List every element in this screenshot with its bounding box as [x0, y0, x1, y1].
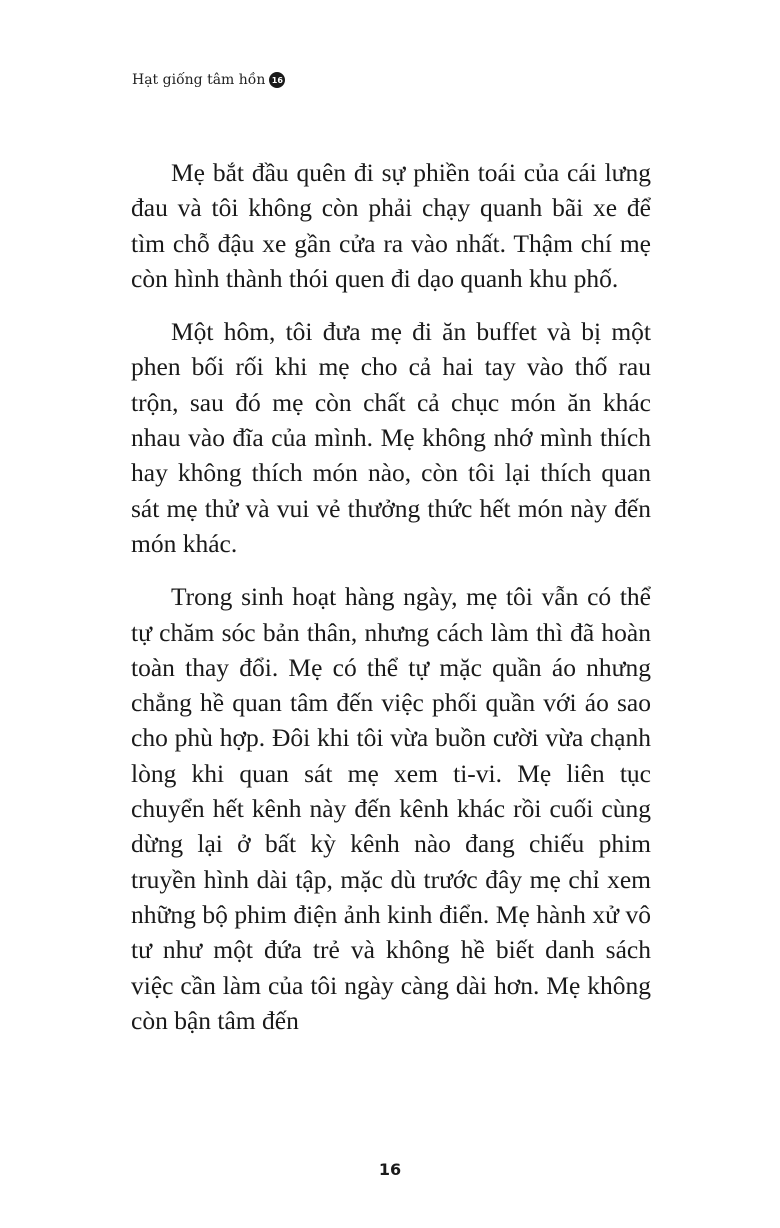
- body-text: [131, 155, 651, 1056]
- paragraph: Một hôm, tôi đưa mẹ đi ăn buffet và bị một phen bối rối khi mẹ cho cả hai tay vào thố rau trộn, sau đó mẹ còn chất cả chục món ăn khác nhau vào đĩa của mình. Mẹ không nhớ mình thích hay không thích món nào, còn tôi lại thích quan sát mẹ thử và vui vẻ thưởng thức hết món này đến món khác.: [131, 317, 651, 558]
- paragraph: Trong sinh hoạt hàng ngày, mẹ tôi vẫn có thể tự chăm sóc bản thân, nhưng cách làm thì đã hoàn toàn thay đổi. Mẹ có thể tự mặc quần áo nhưng chẳng hề quan tâm đến việc phối quần với áo sao cho phù hợp. Đôi khi tôi vừa buồn cười vừa chạnh lòng khi quan sát mẹ xem ti-vi. Mẹ liên tục chuyển hết kênh này đến kênh khác rồi cuối cùng dừng lại ở bất kỳ kênh nào đang chiếu phim truyền hình dài tập, mặc dù trước đây mẹ chỉ xem những bộ phim điện ảnh kinh điển. Mẹ hành xử vô tư như một đứa trẻ và không hề biết danh sách việc cần làm của tôi ngày càng dài hơn. Mẹ không còn bận tâm đến: [131, 582, 651, 1035]
- running-header: [132, 72, 285, 88]
- volume-badge: 16: [269, 72, 285, 88]
- paragraph: Mẹ bắt đầu quên đi sự phiền toái của cái lưng đau và tôi không còn phải chạy quanh bãi xe để tìm chỗ đậu xe gần cửa ra vào nhất. Thậm chí mẹ còn hình thành thói quen đi dạo quanh khu phố.: [131, 158, 651, 293]
- series-title: Hạt giống tâm hồn: [132, 72, 266, 88]
- page-number: 16: [378, 1160, 402, 1179]
